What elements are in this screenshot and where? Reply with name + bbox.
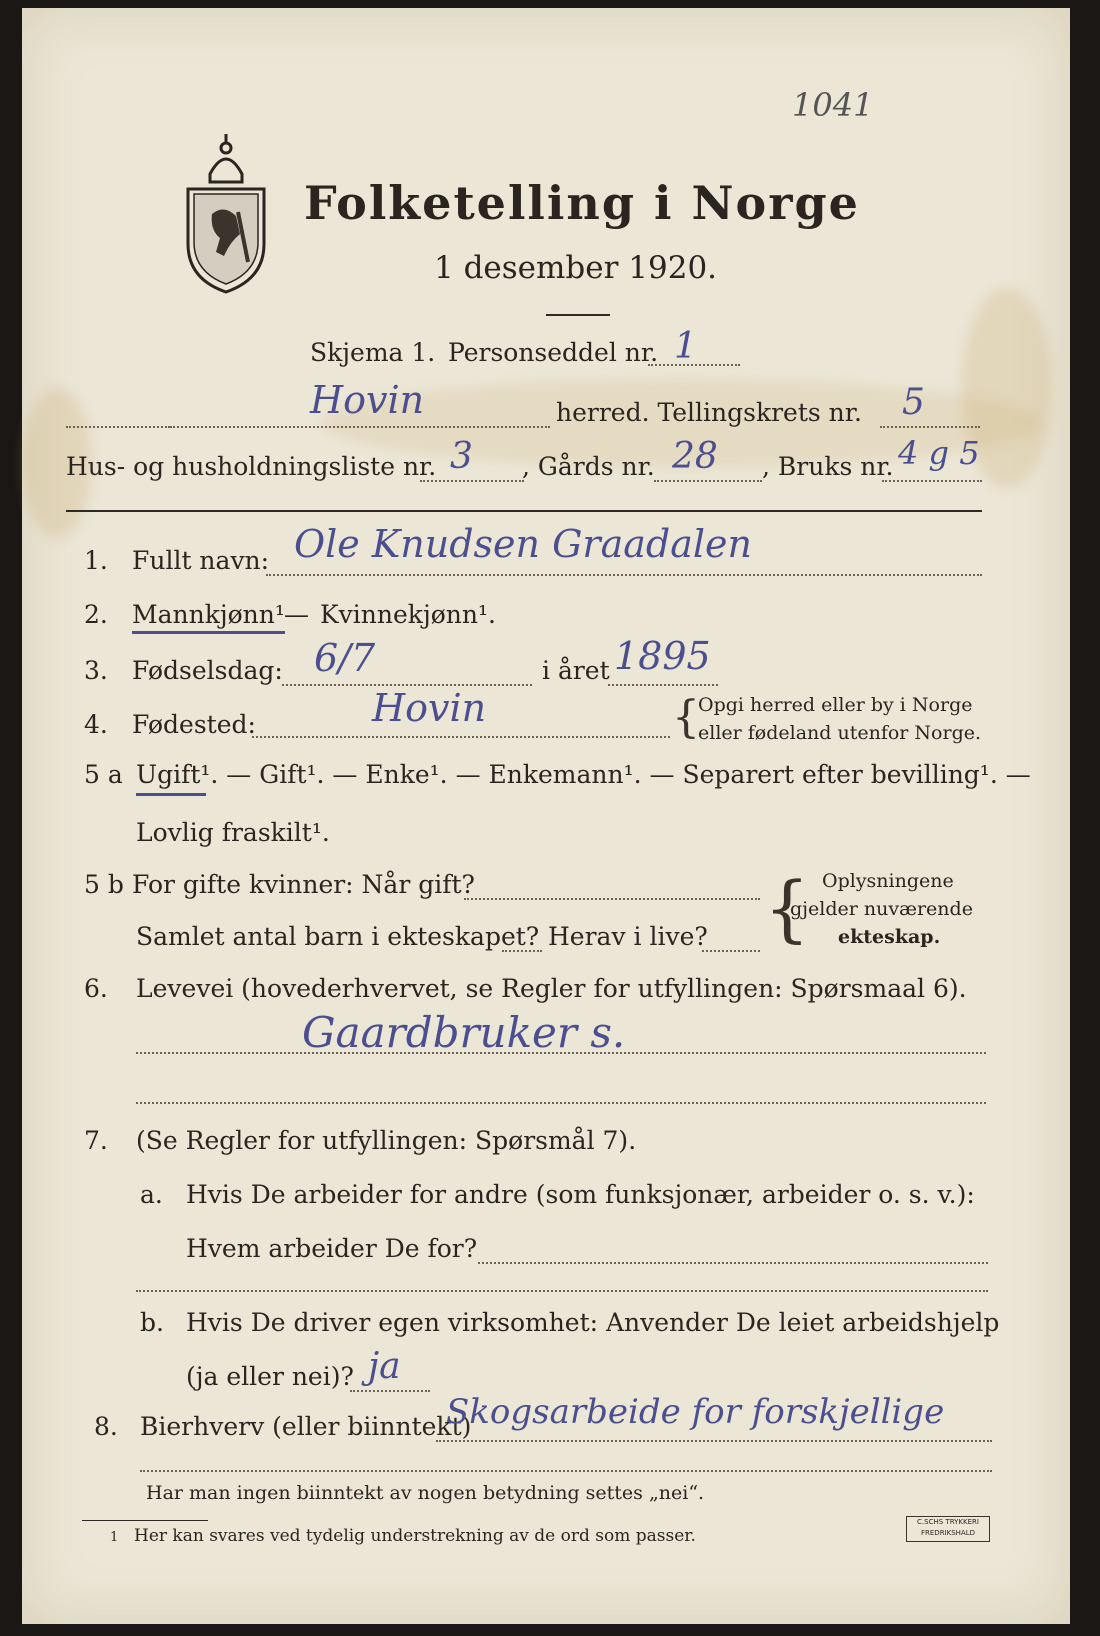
hus-label: Hus- og husholdningsliste nr. [66,452,437,481]
footnote-text: Her kan svares ved tydelig understrekning av de ord som passer. [134,1526,696,1546]
herred-line [170,426,550,428]
q5b-line1: For gifte kvinner: Når gift? [132,870,475,899]
q4-number: 4. [84,710,108,739]
q7a-number: a. [140,1180,163,1209]
q8-line2 [140,1470,992,1472]
form-title: Folketelling i Norge [304,176,860,230]
footnote-number: 1 [110,1530,119,1545]
marital-status-options: Ugift¹. — Gift¹. — Enke¹. — Enkemann¹. — Separert efter bevilling¹. — [136,760,1031,789]
gender-female-option: Kvinnekjønn¹. [320,600,496,629]
q7a-line1: Hvis De arbeider for andre (som funksjonær, arbeider o. s. v.): [186,1180,975,1209]
q8-line [436,1440,992,1442]
personseddel-value: 1 [674,326,697,367]
q4-note-line2: eller fødeland utenfor Norge. [698,722,982,744]
q3-label: Fødselsdag: [132,656,283,685]
q4-brace: { [672,692,700,743]
gender-separator: — [284,600,309,629]
personseddel-label: Personseddel nr. [448,338,659,367]
coat-of-arms-icon [180,134,272,294]
q7b-number: b. [140,1308,164,1337]
hus-value: 3 [450,436,473,477]
printer-line1: C.SCHS TRYKKERI [917,1518,979,1526]
q3-year-line [608,684,718,686]
q6-label: Levevei (hovederhvervet, se Regler for utfyllingen: Spørsmaal 6). [136,974,967,1003]
q4-label: Fødested: [132,710,256,739]
q5a-number: 5 a [84,760,123,789]
q5b-alive-dots [702,950,760,952]
q6-line1 [136,1052,986,1054]
hired-help-value: ja [368,1346,401,1387]
q7b-line1: Hvis De driver egen virksomhet: Anvender De leiet arbeidshjelp [186,1308,1000,1337]
q1-line [266,574,982,576]
birth-day-value: 6/7 [314,636,376,680]
q5b-note-line1: Oplysningene [822,870,954,892]
birth-year-value: 1895 [614,634,711,678]
tellingskrets-line [880,426,980,428]
q5b-line1-dots [464,898,760,900]
skjema-label: Skjema 1. [310,338,436,367]
herred-label: herred. Tellingskrets nr. [556,398,862,427]
gender-male-option: Mannkjønn¹ [132,600,285,634]
q7a-line-extra [136,1290,988,1292]
header-rule [66,510,982,512]
hus-line [420,480,524,482]
gards-line [654,480,762,482]
q5b-note-line2: gjelder nuværende [790,898,973,920]
tellingskrets-value: 5 [902,382,925,423]
herred-value: Hovin [310,378,425,422]
q3-number: 3. [84,656,108,685]
year-label: i året [542,656,610,685]
q5b-number: 5 b [84,870,124,899]
q7a-employer-line [478,1262,988,1264]
printer-stamp [906,1516,990,1542]
footnote-rule [82,1520,208,1521]
gards-value: 28 [672,436,718,477]
bruks-line [882,480,982,482]
title-divider [546,314,610,316]
q8-number: 8. [94,1412,118,1441]
q5b-note-line3: ekteskap. [838,926,941,948]
q2-number: 2. [84,600,108,629]
occupation-value: Gaardbruker s. [302,1008,626,1057]
form-date: 1 desember 1920. [434,250,718,286]
q5b-line2a: Samlet antal barn i ekteskapet? [136,922,540,951]
gards-label: , Gårds nr. [522,452,655,481]
q7a-line2: Hvem arbeider De for? [186,1234,478,1263]
q7b-line2: (ja eller nei)? [186,1362,354,1391]
birthplace-value: Hovin [372,686,487,730]
q6-number: 6. [84,974,108,1003]
q8-label: Bierhverv (eller biinntekt) [140,1412,472,1441]
q1-label: Fullt navn: [132,546,270,575]
bruks-label: , Bruks nr. [762,452,894,481]
margin-note: 1041 [792,86,874,124]
q5b-children-dots [502,950,542,952]
ugift-underline [136,793,206,796]
q7b-answer-line [350,1390,430,1392]
side-income-value: Skogsarbeide for forskjellige [446,1392,945,1432]
bruks-value: 4 g 5 [898,434,980,472]
q7-label: (Se Regler for utfyllingen: Spørsmål 7). [136,1126,637,1155]
printer-line2: FREDRIKSHALD [920,1529,975,1537]
q5b-line2b: Herav i live? [548,922,708,951]
marital-status-options-2: Lovlig fraskilt¹. [136,818,330,847]
q5b-brace: { [764,866,810,950]
full-name-value: Ole Knudsen Graadalen [294,522,753,566]
q6-line2 [136,1102,986,1104]
herred-prefix-line [66,426,170,428]
no-income-note: Har man ingen biinntekt av nogen betydning settes „nei“. [146,1482,705,1504]
q4-note-line1: Opgi herred eller by i Norge [698,694,973,716]
q4-line [252,736,670,738]
q1-number: 1. [84,546,108,575]
q7-number: 7. [84,1126,108,1155]
census-form [22,8,1070,1624]
